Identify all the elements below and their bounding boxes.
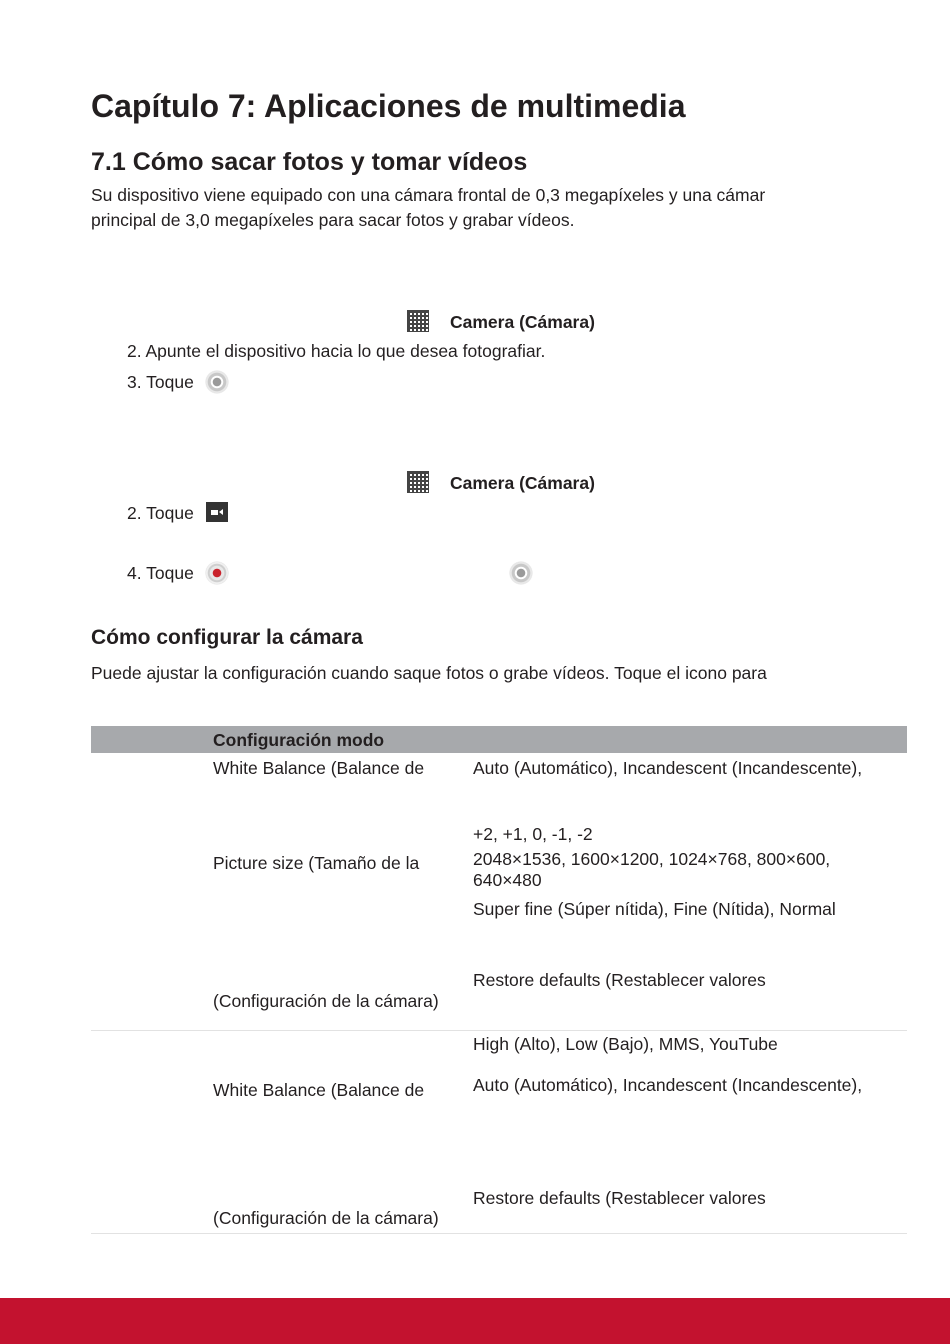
options-cell: Super fine (Súper nítida), Fine (Nítida), Normal	[473, 899, 836, 919]
setting-cell: White Balance (Balance de	[213, 1080, 425, 1100]
options-cell: 2048×1536, 1600×1200, 1024×768, 800×600, 640×480	[473, 849, 831, 890]
photo-step-3: 3. Toque	[127, 372, 194, 392]
section-title: 7.1 Cómo sacar fotos y tomar vídeos	[91, 148, 528, 176]
options-cell: Restore defaults (Restablecer valores	[473, 970, 766, 990]
setting-cell: (Configuración de la cámara)	[213, 1208, 439, 1228]
footer-bar	[0, 1298, 950, 1344]
options-cell: Auto (Automático), Incandescent (Incandescente),	[473, 1075, 863, 1095]
apps-grid-icon	[407, 310, 429, 332]
setting-cell: Picture size (Tamaño de la	[213, 853, 420, 873]
record-icon	[206, 562, 228, 584]
camera-app-label: Camera (Cámara)	[450, 473, 595, 493]
options-cell: High (Alto), Low (Bajo), MMS, YouTube	[473, 1034, 778, 1054]
photo-step-2: 2. Apunte el dispositivo hacia lo que desea fotografiar.	[127, 341, 546, 361]
setting-cell: (Configuración de la cámara)	[213, 991, 439, 1011]
config-title: Cómo configurar la cámara	[91, 626, 363, 649]
table-divider	[91, 1233, 907, 1234]
table-header-label: Configuración modo	[213, 730, 385, 750]
video-mode-icon	[206, 502, 228, 522]
video-step-2: 2. Toque	[127, 503, 194, 523]
options-cell: Restore defaults (Restablecer valores	[473, 1188, 766, 1208]
intro-line-1: Su dispositivo viene equipado con una cámara frontal de 0,3 megapíxeles y una cámar	[91, 185, 766, 205]
video-step-4: 4. Toque	[127, 563, 194, 583]
shutter-icon	[510, 562, 532, 584]
camera-app-label: Camera (Cámara)	[450, 312, 595, 332]
shutter-icon	[206, 371, 228, 393]
options-cell: Auto (Automático), Incandescent (Incandescente),	[473, 758, 863, 778]
setting-cell: White Balance (Balance de	[213, 758, 425, 778]
apps-grid-icon	[407, 471, 429, 493]
chapter-title: Capítulo 7: Aplicaciones de multimedia	[91, 88, 686, 124]
config-intro: Puede ajustar la configuración cuando saque fotos o grabe vídeos. Toque el icono para	[91, 663, 767, 683]
options-cell: +2, +1, 0, -1, -2	[473, 824, 593, 844]
intro-line-2: principal de 3,0 megapíxeles para sacar fotos y grabar vídeos.	[91, 210, 575, 230]
table-header	[91, 726, 907, 753]
table-divider	[91, 1030, 907, 1031]
